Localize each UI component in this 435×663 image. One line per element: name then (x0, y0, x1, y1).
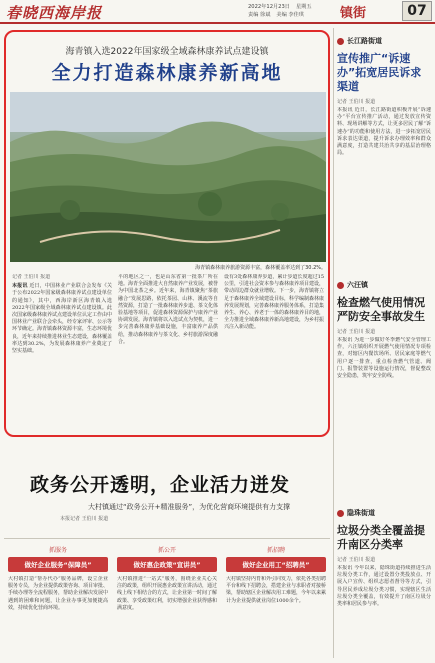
feature-text-2: 平的地区之一，也是山东省第一批茶厂所在地。海青全面推进大自然康养产业发展，被誉为中国北茶之乡。近年来，海青镇聚焦“茶旅融合”发展思路，依托茶园、山林、溪流等自然资源，打造了一批森林康养步道、茶文化体验基地等项目，促进森林资源保护与康养产业协调发展。海青镇将以入选试点为契机，进一步完善森林康养基础设施，丰富康养产品供给，推动森林康养与茶文化、乡村旅游深度融合。 (118, 274, 218, 345)
sidebar-headline: 检查燃气使用情况严防安全事故发生 (337, 296, 425, 323)
forest-landscape-image (10, 92, 326, 262)
sidebar-byline: 记者 王伯川 报道 (337, 99, 376, 105)
feature-text-3: 设有3处森林康养步道，累计步道长度超过15公里，引进社会资本参与森林康养项目建设，带动周边群众就业增收。下一步，海青镇将立足于森林康养全域建设目标，科学编制森林康养发展规划，完善森林康养服务体系，打造集养生、养心、养老于一体的森林康养目的地，全力推进全域森林康养新高地建设，为乡村振兴注入新动能。 (224, 274, 324, 331)
section-name: 六汪镇 (347, 281, 368, 289)
section-marker-icon (337, 282, 344, 289)
column-text: 大村镇推进“一站式”服务，围绕企业关心关注的政策，组织开展惠企政策宣讲活动，通过线上线下相结合的方式，让企业第一时间了解政策、享受政策红利，切实增强企业获得感和满意度。 (117, 576, 217, 611)
section-label (337, 508, 431, 518)
section-label (337, 280, 431, 290)
sidebar-byline: 记者 王伯川 报道 (337, 329, 376, 335)
column-text: 大村镇打造“帮办代办”服务品牌，设立企业服务专员，为企业提供政策咨询、项目审批、手续办理等全流程服务，帮助企业解决发展中遇到的困难和问题，让企业办事更加便捷高效，持续优化营商环境。 (8, 576, 108, 611)
politics-column-3 (226, 545, 326, 663)
sidebar-story-bottom (337, 508, 431, 655)
sidebar-headline: 垃圾分类全覆盖提升南区分类率 (337, 524, 425, 551)
column-headline: 做好惠企政策“宣讲员” (117, 557, 217, 572)
sidebar-byline: 记者 王伯川 报道 (337, 557, 376, 563)
lead-label: 本报讯 (12, 283, 28, 290)
section-title: 镇街 (340, 6, 367, 21)
issue-date: 2022年12月23日 (248, 4, 290, 10)
divider (4, 538, 330, 539)
section-marker-icon (337, 510, 344, 517)
editor-credit: 责编 徐斌 (248, 12, 271, 18)
sidebar-story-top (337, 36, 431, 257)
feature-column-1 (12, 274, 112, 434)
column-divider (333, 28, 334, 658)
designer-credit: 美编 李佳琪 (276, 12, 304, 18)
column-kicker: 抓招聘 (266, 547, 285, 554)
feature-text-1: 近日，中国林业产业联合会发布《关于公布2022年国家级森林康养试点建设单位的通知》，其中，西海岸新区海青镇入选2022年国家级全域森林康养试点建设镇。此次国家级森林康养试点建设单位认定工作由中国林业产业联合会牵头，经专家评审、公示等环节确定。海青镇森林资源丰富，生态环境优良，近年来持续推进林业生态建设，森林覆盖率达到30.2%，为发展森林康养产业奠定了坚实基础。 (12, 283, 112, 355)
politics-kicker: 大村镇通过“政务公开+精准服务”，为优化营商环境提供有力支撑 (88, 503, 291, 511)
page-number: 07 (402, 1, 432, 21)
politics-column-1 (8, 545, 108, 663)
feature-kicker: 海青镇入选2022年国家级全域森林康养试点建设镇 (65, 47, 269, 57)
feature-byline: 记者 王伯川 报道 (12, 274, 51, 280)
masthead (0, 0, 435, 24)
feature-column-3 (224, 274, 324, 434)
issue-weekday: 星期五 (295, 4, 312, 10)
column-headline: 做好企业服务“保障员” (8, 557, 108, 572)
paper-name: 春晓西海岸报 (6, 4, 103, 22)
sidebar-headline: 宣传推广“诉速办”拓宽居民诉求渠道 (337, 52, 422, 93)
section-name: 隐珠街道 (347, 509, 375, 517)
column-kicker: 抓公开 (157, 547, 176, 554)
sidebar-text: 本报讯 为进一步做好冬季燃气安全管理工作，六汪镇组织开展燃气使用情况专项检查，对辖区内餐饮场所、居民家庭等燃气用户逐一排查，重点检查燃气管道、阀门、报警装置等设施运行情况，督促整改安全隐患，筑牢安全防线。 (337, 337, 431, 380)
sidebar-text: 本报讯 近日，长江路街道积极开展“诉速办”平台宣传推广活动，通过发放宣传资料、现场讲解等方式，让更多居民了解“诉速办”的功能和使用方法，进一步拓宽居民诉求表达渠道，提升诉求办理效率和群众满意度，打造共建共治共享的基层治理格局。 (337, 107, 431, 157)
section-label (337, 36, 431, 46)
feature-headline: 全力打造森林康养新高地 (51, 62, 283, 84)
sidebar-story-middle (337, 280, 431, 487)
politics-column-2 (117, 545, 217, 663)
feature-photo (10, 92, 326, 262)
politics-byline: 本报记者 王伯川 报道 (60, 516, 109, 522)
issue-meta (248, 3, 318, 19)
section-marker-icon (337, 38, 344, 45)
column-text: 大村镇坚持内育和外引同发力，依托各类招聘平台和线下招聘会，搭建企业与求职者对接桥梁，帮助辖区企业解决用工难题，今年以来累计为企业提供就业岗位1000余个。 (226, 576, 326, 604)
column-headline: 做好企业用工“招聘员” (226, 557, 326, 572)
politics-headline: 政务公开透明，企业活力迸发 (30, 474, 291, 496)
sidebar-text: 本报讯 今年以来，隐珠街道持续推进生活垃圾分类工作，通过设置分类投放点、开展入户宣传、组织志愿者督导等方式，引导居民养成垃圾分类习惯，实现辖区生活垃圾分类全覆盖，有效提升了南区垃圾分类率和居民参与率。 (337, 565, 431, 608)
column-kicker: 抓服务 (48, 547, 67, 554)
section-name: 长江路街道 (347, 37, 382, 45)
photo-caption: 海青镇森林康养旅游资源丰富，森林覆盖率达到了30.2%。 (195, 265, 326, 271)
feature-column-2 (118, 274, 218, 434)
feature-story (4, 30, 330, 437)
